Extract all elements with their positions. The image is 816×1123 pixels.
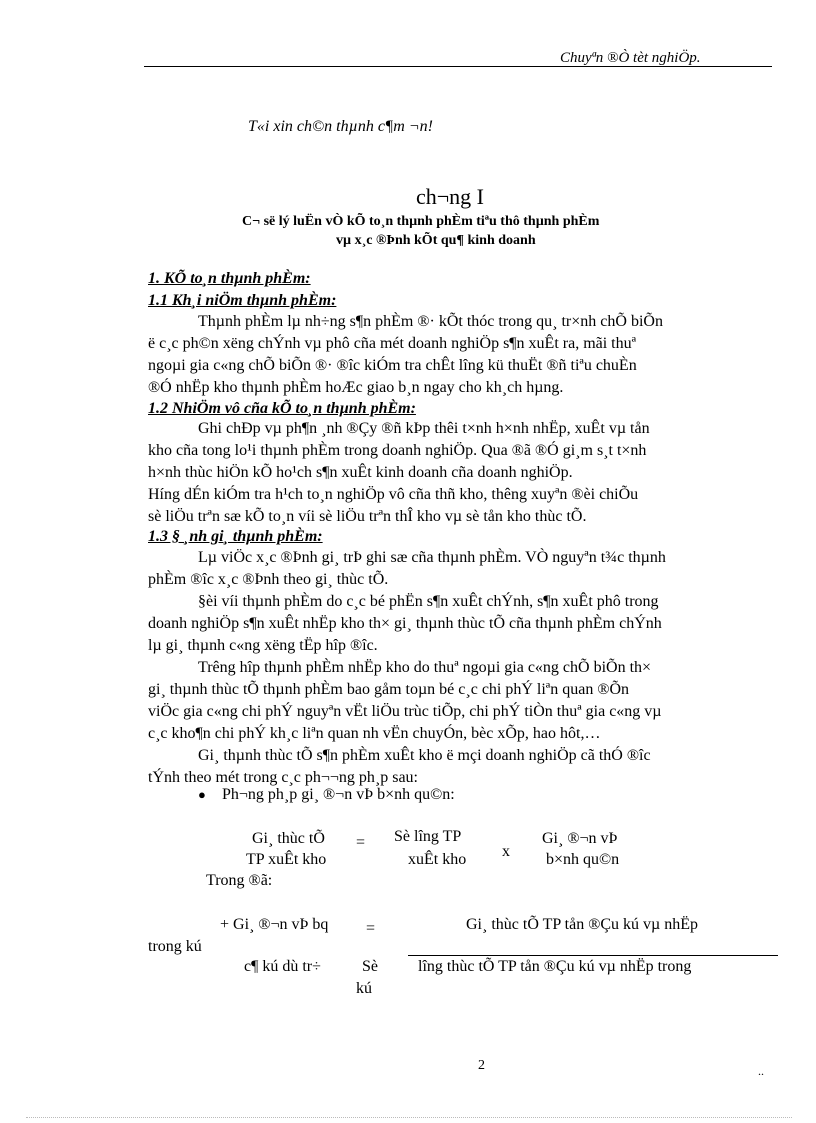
formula2-denom-left: c¶ kú dù tr÷ bbox=[244, 958, 321, 975]
paragraph-line: Gi¸ thµnh thùc tÕ s¶n phÈm xuÊt kho ë mçi doanh nghiÖp cã thÓ ®îc bbox=[198, 747, 651, 764]
formula2-left-bottom: trong kú bbox=[148, 938, 202, 955]
formula1-right-top: Gi¸ ®¬n vÞ bbox=[542, 830, 618, 847]
formula1-left-bottom: TP xuÊt kho bbox=[246, 851, 327, 868]
fraction-line bbox=[408, 955, 778, 956]
paragraph-line: h×nh thùc hiÖn kÕ ho¹ch s¶n xuÊt kinh doanh cña doanh nghiÖp. bbox=[148, 464, 573, 481]
section-1-heading: 1. KÕ to¸n thµnh phÈm: bbox=[148, 270, 311, 287]
paragraph-line: c¸c kho¶n chi phÝ kh¸c liªn quan nh vËn chuyÓn, bèc xÕp, hao hôt,… bbox=[148, 725, 601, 742]
paragraph-line: ®Ó nhËp kho thµnh phÈm hoÆc giao b¸n ngay cho kh¸ch hµng. bbox=[148, 379, 564, 396]
formula1-right-bottom: b×nh qu©n bbox=[546, 851, 620, 868]
formula2-denom-ky: kú bbox=[356, 980, 372, 997]
formula1-left-top: Gi¸ thùc tÕ bbox=[252, 830, 325, 847]
thanks-line: T«i xin ch©n thµnh c¶m ¬n! bbox=[248, 118, 433, 135]
paragraph-line: doanh nghiÖp s¶n xuÊt nhËp kho th× gi¸ thµnh thùc tÕ cña thµnh phÈm chÝnh bbox=[148, 615, 662, 632]
formula2-denominator: lîng thùc tÕ TP tån ®Çu kú vµ nhËp trong bbox=[418, 958, 692, 975]
chapter-title: ch¬ng I bbox=[416, 184, 484, 209]
paragraph-line: Ghi chÐp vµ ph¶n ¸nh ®Çy ®ñ kÞp thêi t×nh h×nh nhËp, xuÊt vµ tån bbox=[198, 420, 650, 437]
formula1-mid-bottom: xuÊt kho bbox=[408, 851, 467, 868]
page-number: 2 bbox=[478, 1058, 485, 1073]
paragraph-line: sè liÖu trªn sæ kÕ to¸n víi sè liÖu trªn thÎ kho vµ sè tån kho thùc tÕ. bbox=[148, 508, 587, 525]
formula1-equals: = bbox=[356, 834, 366, 851]
paragraph-line: Híng dÉn kiÓm tra h¹ch to¸n nghiÖp vô cña thñ kho, thêng xuyªn ®èi chiÕu bbox=[148, 486, 639, 503]
formula2-denom-se: Sè bbox=[362, 958, 378, 975]
paragraph-line: ngoµi gia c«ng chÕ biÕn ®· ®îc kiÓm tra chÊt lîng kü thuËt ®ñ tiªu chuÈn bbox=[148, 357, 637, 374]
paragraph-line: kho cña tong lo¹i thµnh phÈm trong doanh nghiÖp. Qua ®ã ®Ó gi¸m s¸t t×nh bbox=[148, 442, 647, 459]
bullet-icon: ● bbox=[198, 787, 206, 802]
chapter-subtitle-2: vµ x¸c ®Þnh kÕt qu¶ kinh doanh bbox=[336, 233, 536, 248]
trong-do-label: Trong ®ã: bbox=[206, 872, 273, 889]
formula1-mid-top: Sè lîng TP bbox=[394, 828, 462, 845]
header-rule bbox=[144, 66, 772, 67]
paragraph-line: phÈm ®îc x¸c ®Þnh theo gi¸ thùc tÕ. bbox=[148, 571, 389, 588]
section-1-1-heading: 1.1 Kh¸i niÖm thµnh phÈm: bbox=[148, 292, 337, 309]
footer-dots: .. bbox=[758, 1064, 764, 1078]
paragraph-line: lµ gi¸ thµnh c«ng xëng tËp hîp ®îc. bbox=[148, 637, 378, 654]
paragraph-line: viÖc gia c«ng chi phÝ nguyªn vËt liÖu trùc tiÕp, chi phÝ tiÒn thuª gia c«ng vµ bbox=[148, 703, 662, 720]
chapter-subtitle-1: C¬ së lý luËn vÒ kÕ to¸n thµnh phÈm tiªu thô thµnh phÈm bbox=[242, 214, 600, 229]
formula1-times: x bbox=[502, 843, 510, 860]
paragraph-line: §èi víi thµnh phÈm do c¸c bé phËn s¶n xuÊt chÝnh, s¶n xuÊt phô trong bbox=[198, 593, 659, 610]
formula2-left-top: + Gi¸ ®¬n vÞ bq bbox=[220, 916, 329, 933]
formula2-numerator: Gi¸ thùc tÕ TP tån ®Çu kú vµ nhËp bbox=[466, 916, 699, 933]
formula2-equals: = bbox=[366, 920, 376, 937]
paragraph-line: Trêng hîp thµnh phÈm nhËp kho do thuª ngoµi gia c«ng chÕ biÕn th× bbox=[198, 659, 652, 676]
paragraph-line: ë c¸c ph©n xëng chÝnh vµ phô cña mét doanh nghiÖp s¶n xuÊt ra, mãi thuª bbox=[148, 335, 637, 352]
footer-rule bbox=[26, 1117, 792, 1118]
paragraph-line: Lµ viÖc x¸c ®Þnh gi¸ trÞ ghi sæ cña thµnh phÈm. VÒ nguyªn t¾c thµnh bbox=[198, 549, 666, 566]
paragraph-line: Thµnh phÈm lµ nh÷ng s¶n phÈm ®· kÕt thóc trong qu¸ tr×nh chÕ biÕn bbox=[198, 313, 663, 330]
bullet-text: Ph¬ng ph¸p gi¸ ®¬n vÞ b×nh qu©n: bbox=[222, 786, 455, 803]
paragraph-line: tÝnh theo mét trong c¸c ph¬¬ng ph¸p sau: bbox=[148, 769, 418, 786]
section-1-2-heading: 1.2 NhiÖm vô cña kÕ to¸n thµnh phÈm: bbox=[148, 400, 416, 417]
paragraph-line: gi¸ thµnh thùc tÕ thµnh phÈm bao gåm toµn bé c¸c chi phÝ liªn quan ®Õn bbox=[148, 681, 630, 698]
section-1-3-heading: 1.3 § ¸nh gi¸ thµnh phÈm: bbox=[148, 528, 323, 545]
running-header: Chuyªn ®Ò tèt nghiÖp. bbox=[560, 50, 701, 66]
